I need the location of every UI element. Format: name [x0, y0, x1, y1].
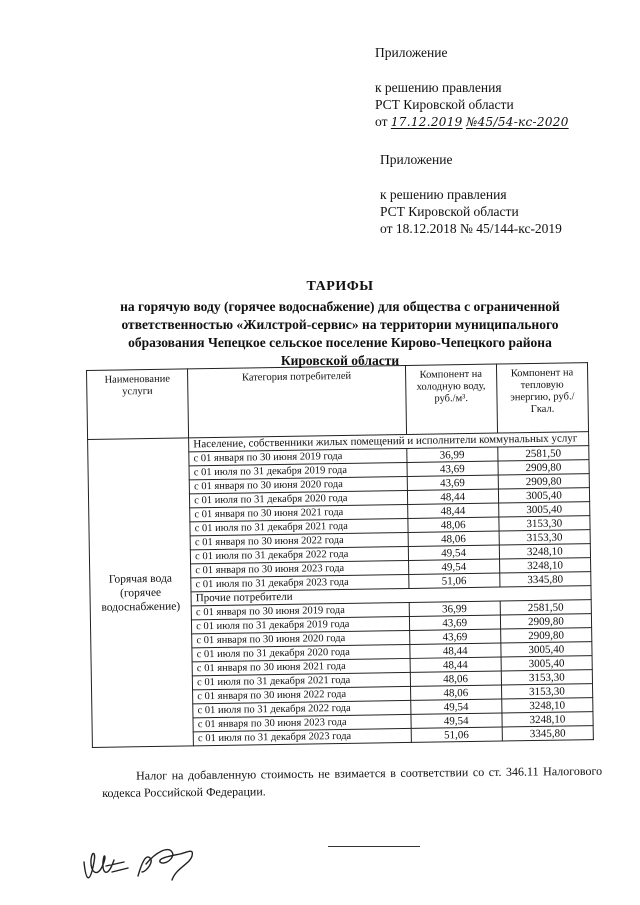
period-cell: с 01 июля по 31 декабря 2019 года: [192, 616, 410, 633]
heat-energy-cell: 3005,40: [498, 502, 589, 517]
tariff-table-body: [88, 432, 594, 748]
header-category: Категория потребителей: [188, 365, 406, 437]
appendix-old-line1: к решению правления: [380, 187, 507, 202]
period-cell: с 01 июля по 31 декабря 2020 года: [190, 490, 408, 507]
heat-energy-cell: 3005,40: [501, 656, 592, 671]
cold-water-cell: 43,69: [409, 615, 500, 630]
period-cell: с 01 января по 30 июня 2019 года: [189, 448, 407, 465]
header-service-name: Наименование услуги: [87, 369, 189, 440]
cold-water-cell: 48,06: [410, 685, 501, 700]
heat-energy-cell: 3153,30: [499, 516, 590, 531]
cold-water-cell: 48,06: [407, 517, 498, 532]
heat-energy-cell: 2581,50: [498, 446, 589, 461]
period-cell: с 01 июля по 31 декабря 2020 года: [192, 644, 410, 661]
heat-energy-cell: 3248,10: [502, 712, 593, 727]
service-name-cell: Горячая вода (горячее водоснабжение): [88, 438, 194, 748]
appendix-new-date-prefix: от: [375, 114, 388, 129]
heat-energy-cell: 3248,10: [499, 544, 590, 559]
period-cell: с 01 июля по 31 декабря 2019 года: [189, 462, 407, 479]
appendix-new-date-line: [375, 113, 569, 131]
cold-water-cell: 36,99: [406, 447, 497, 462]
cold-water-cell: 48,06: [408, 531, 499, 546]
cold-water-cell: 48,06: [410, 671, 501, 686]
cold-water-cell: 49,54: [408, 545, 499, 560]
heat-energy-cell: 2909,80: [498, 460, 589, 475]
cold-water-cell: 43,69: [409, 629, 500, 644]
period-cell: с 01 июля по 31 декабря 2023 года: [191, 574, 409, 591]
cold-water-cell: 49,54: [411, 713, 502, 728]
heading-main: ТАРИФЫ: [306, 279, 374, 294]
period-cell: с 01 января по 30 июня 2022 года: [193, 686, 411, 703]
cold-water-cell: 51,06: [411, 727, 502, 742]
heat-energy-cell: 2581,50: [500, 600, 591, 615]
heading-line1: на горячую воду (горячее водоснабжение) для общества с ограниченной: [120, 299, 560, 314]
appendix-old-line2: РСТ Кировской области: [380, 204, 519, 219]
period-cell: с 01 января по 30 июня 2019 года: [191, 602, 409, 619]
heat-energy-cell: 3345,80: [500, 572, 591, 587]
heading-line4: Кировской области: [280, 353, 400, 368]
cold-water-cell: 48,44: [407, 503, 498, 518]
heat-energy-cell: 3005,40: [501, 642, 592, 657]
heat-energy-cell: 3248,10: [499, 558, 590, 573]
heat-energy-cell: 3153,30: [501, 684, 592, 699]
heat-energy-cell: 3005,40: [498, 488, 589, 503]
cold-water-cell: 43,69: [407, 461, 498, 476]
cold-water-cell: 51,06: [408, 573, 499, 588]
appendix-old-title: Приложение: [380, 152, 453, 167]
appendix-new-title: Приложение: [375, 45, 448, 60]
appendix-new-line2: РСТ Кировской области: [375, 97, 514, 112]
period-cell: с 01 января по 30 июня 2022 года: [190, 532, 408, 549]
period-cell: с 01 января по 30 июня 2020 года: [192, 630, 410, 647]
cold-water-cell: 36,99: [409, 601, 500, 616]
vat-footnote: [102, 763, 602, 802]
cold-water-cell: 49,54: [410, 699, 501, 714]
document-heading: [70, 278, 610, 370]
cold-water-cell: 48,44: [407, 489, 498, 504]
header-cold-water: Компонент на холодную воду, руб./м³.: [405, 364, 497, 434]
period-cell: с 01 июля по 31 декабря 2021 года: [190, 518, 408, 535]
period-cell: с 01 января по 30 июня 2021 года: [192, 658, 410, 675]
appendix-old: [380, 151, 562, 237]
heat-energy-cell: 2909,80: [500, 614, 591, 629]
period-cell: с 01 июля по 31 декабря 2022 года: [191, 546, 409, 563]
closing-rule: [328, 846, 420, 847]
period-cell: с 01 июля по 31 декабря 2021 года: [193, 672, 411, 689]
cold-water-cell: 48,44: [409, 643, 500, 658]
heat-energy-cell: 3153,30: [501, 670, 592, 685]
heat-energy-cell: 2909,80: [498, 474, 589, 489]
cold-water-cell: 43,69: [407, 475, 498, 490]
cold-water-cell: 48,44: [410, 657, 501, 672]
appendix-new-line1: к решению правления: [375, 80, 502, 95]
header-heat-energy: Компонент на тепловую энергию, руб./Гкал.: [496, 363, 588, 433]
appendix-new-date: 17.12.2019: [390, 115, 463, 129]
vat-footnote-text: Налог на добавленную стоимость не взимается в соответствии со ст. 346.11 Налогового кодекса Российской Федерации.: [102, 763, 603, 800]
cold-water-cell: 49,54: [408, 559, 499, 574]
period-cell: с 01 июля по 31 декабря 2022 года: [193, 700, 411, 717]
period-cell: с 01 января по 30 июня 2021 года: [190, 504, 408, 521]
appendix-new-number: №45/54-кс-2020: [465, 115, 569, 129]
period-cell: с 01 января по 30 июня 2023 года: [191, 560, 409, 577]
period-cell: с 01 января по 30 июня 2023 года: [193, 714, 411, 731]
heat-energy-cell: 3248,10: [502, 698, 593, 713]
heading-line2: ответственностью «Жилстрой-сервис» на территории муниципального: [121, 317, 559, 332]
heat-energy-cell: 2909,80: [500, 628, 591, 643]
appendix-old-line3: от 18.12.2018 № 45/144-кс-2019: [380, 221, 562, 236]
heat-energy-cell: 3153,30: [499, 530, 590, 545]
consumer-group-title: Прочие потребители: [191, 586, 591, 606]
heat-energy-cell: 3345,80: [502, 726, 593, 741]
period-cell: с 01 января по 30 июня 2020 года: [189, 476, 407, 493]
appendix-new: [375, 44, 569, 131]
heading-line3: образования Чепецкое сельское поселение Кирово-Чепецкого района: [128, 335, 552, 350]
period-cell: с 01 июля по 31 декабря 2023 года: [193, 728, 411, 745]
tariff-table: [86, 362, 594, 748]
consumer-group-title: Население, собственники жилых помещений и исполнители коммунальных услуг: [189, 432, 589, 452]
table-header-row: [87, 363, 589, 440]
handwritten-signature: [76, 832, 216, 892]
